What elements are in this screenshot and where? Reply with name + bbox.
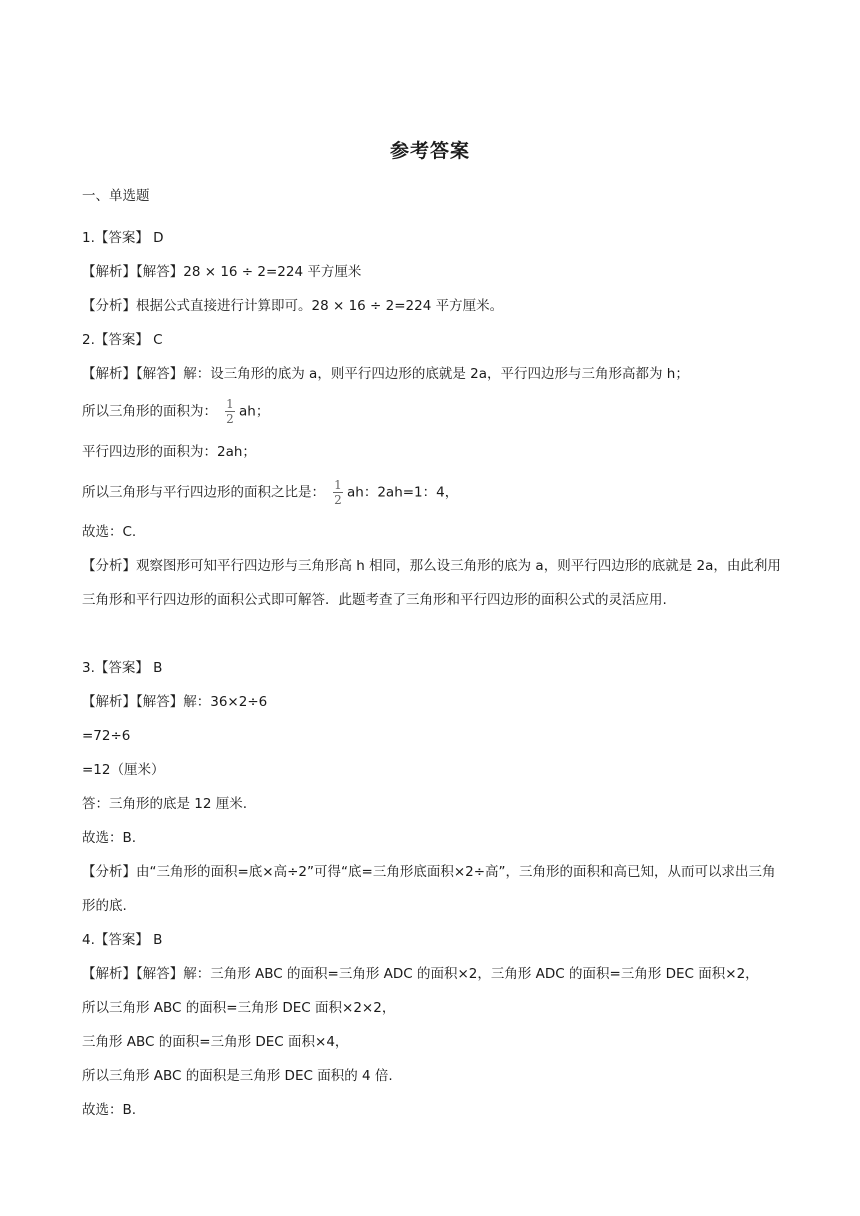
q4-line-2: 所以三角形 ABC 的面积=三角形 DEC 面积×2×2， [82, 1000, 396, 1016]
q2-ratio-suffix: ah：2ah=1：4， [347, 484, 459, 501]
page-title: 参考答案 [389, 140, 470, 162]
q3-reply: 答：三角形的底是 12 厘米. [82, 796, 248, 812]
q1-answer: 1.【答案】 D [82, 230, 164, 246]
q2-ratio-prefix: 所以三角形与平行四边形的面积之比是： [82, 484, 325, 501]
q3-analysis: 【解析】【解答】解：36×2÷6 [82, 694, 268, 710]
q4-choice: 故选：B. [82, 1102, 137, 1118]
q4-line-3: 三角形 ABC 的面积=三角形 DEC 面积×4， [82, 1034, 349, 1050]
q3-note: 【分析】由“三角形的面积=底×高÷2”可得“底=三角形底面积×2÷高”，三角形的面积和高已知，从而可以求出三角形的底. [82, 864, 776, 914]
fraction-denominator: 2 [334, 493, 342, 507]
half-fraction [333, 479, 343, 506]
q3-choice: 故选：B. [82, 830, 137, 846]
q3-step-2: =12（厘米） [82, 762, 165, 778]
q1-note: 【分析】根据公式直接进行计算即可。28 × 16 ÷ 2=224 平方厘米。 [82, 298, 504, 314]
q2-choice: 故选：C. [82, 524, 137, 540]
q4-analysis: 【解析】【解答】解：三角形 ABC 的面积=三角形 ADC 的面积×2，三角形 ADC 的面积=三角形 DEC 面积×2， [82, 966, 759, 982]
section-heading: 一、单选题 [82, 188, 150, 204]
fraction-numerator: 1 [334, 478, 342, 492]
q2-analysis: 【解析】【解答】解：设三角形的底为 a，则平行四边形的底就是 2a，平行四边形与三角形高都为 h； [82, 366, 689, 382]
q4-line-4: 所以三角形 ABC 的面积是三角形 DEC 面积的 4 倍. [82, 1068, 393, 1084]
q3-step-1: =72÷6 [82, 728, 131, 744]
q2-answer: 2.【答案】 C [82, 332, 163, 348]
q2-parallelogram-area: 平行四边形的面积为：2ah； [82, 444, 256, 460]
q4-answer: 4.【答案】 B [82, 932, 163, 948]
q2-triangle-area-prefix: 所以三角形的面积为： [82, 403, 217, 420]
q2-triangle-area [82, 398, 782, 425]
q2-ratio [82, 479, 782, 506]
q3-answer: 3.【答案】 B [82, 660, 163, 676]
q1-analysis: 【解析】【解答】28 × 16 ÷ 2=224 平方厘米 [82, 264, 362, 280]
fraction-numerator: 1 [226, 397, 234, 411]
q2-triangle-area-suffix: ah； [239, 403, 270, 420]
fraction-denominator: 2 [226, 412, 234, 426]
q2-note: 【分析】观察图形可知平行四边形与三角形高 h 相同，那么设三角形的底为 a，则平行四边形的底就是 2a，由此利用三角形和平行四边形的面积公式即可解答．此题考查了三角形和平行四边形的面积公式的灵活应用. [82, 558, 781, 608]
half-fraction [225, 398, 235, 425]
